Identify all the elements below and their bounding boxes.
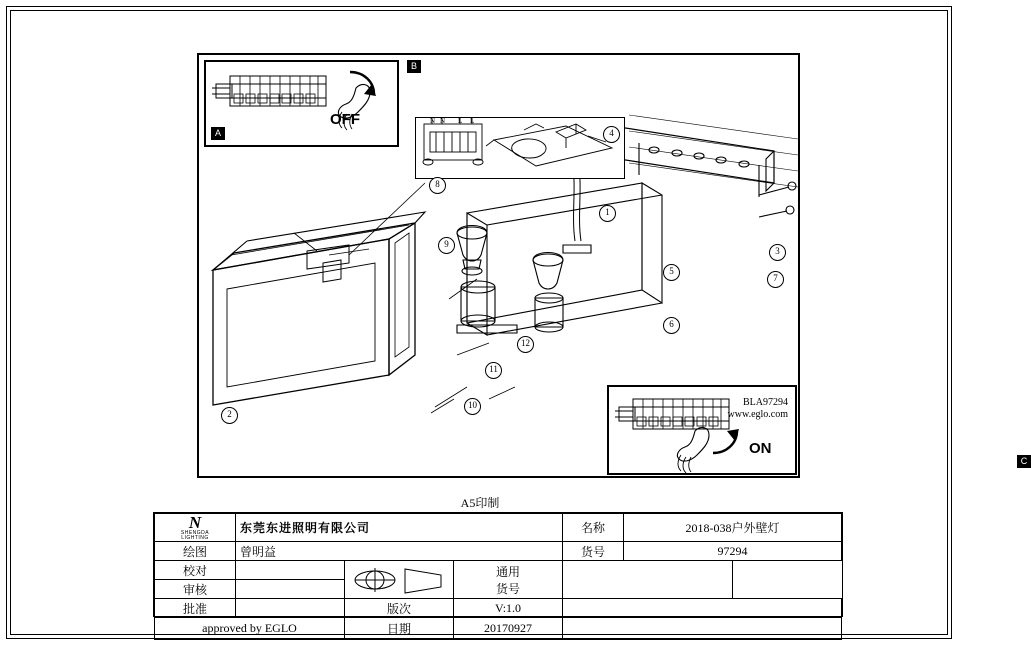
print-note: A5印制 [460, 496, 500, 510]
logo-sub-2: LIGHTING [181, 535, 209, 541]
company-logo [155, 514, 236, 542]
callout-5: 5 [663, 264, 680, 281]
inset-switch-off [204, 60, 399, 147]
illustration-frame [197, 53, 1028, 478]
company-name: 东莞东进照明有限公司 [236, 514, 563, 542]
callout-8: 8 [429, 177, 446, 194]
row-value-check [236, 561, 345, 580]
version-label: 版次 [345, 599, 454, 618]
title-block-spacer [563, 599, 842, 618]
callout-12: 12 [517, 336, 534, 353]
row-label-approve: 批准 [155, 599, 236, 618]
row-value-approve [236, 599, 345, 618]
logo-mark: N [188, 513, 202, 532]
svg-text:N: N [440, 117, 446, 125]
row-label-review: 审核 [155, 580, 236, 599]
inset-on-label: ON [749, 440, 772, 457]
date-value: 20170927 [454, 618, 563, 640]
title-block [153, 512, 843, 636]
logo-sub-1: SHENGDA [180, 530, 210, 536]
brand-code: BLA97294 [743, 397, 788, 408]
generic-code-value [563, 561, 733, 599]
brand-site: www.eglo.com [727, 409, 788, 420]
generic-label [454, 561, 563, 599]
inset-terminal-detail [415, 117, 625, 179]
brand-label [728, 397, 788, 421]
item-code-value: 97294 [624, 542, 842, 561]
callout-2: 2 [221, 407, 238, 424]
callout-10: 10 [464, 398, 481, 415]
projection-symbol [345, 561, 454, 599]
callout-11: 11 [485, 362, 502, 379]
generic-code-label-text: 货号 [495, 581, 520, 596]
date-label: 日期 [345, 618, 454, 640]
terminal-detail-art [416, 118, 622, 176]
callout-7: 7 [767, 271, 784, 288]
callout-3: 3 [769, 244, 786, 261]
inset-tag-b: B [407, 60, 421, 73]
row-label-draw: 绘图 [155, 542, 236, 561]
inset-tag-a: A [211, 127, 225, 140]
row-value-review [236, 580, 345, 599]
first-angle-projection-icon [349, 565, 445, 595]
item-code-label: 货号 [563, 542, 624, 561]
row-value-draw: 曾明益 [236, 542, 563, 561]
callout-1: 1 [599, 205, 616, 222]
version-value: V:1.0 [454, 599, 563, 618]
callout-6: 6 [663, 317, 680, 334]
svg-text:L: L [470, 117, 475, 125]
generic-label-text: 通用 [495, 564, 520, 579]
product-name-value: 2018-038户外壁灯 [624, 514, 842, 542]
callout-9: 9 [438, 237, 455, 254]
svg-text:N: N [430, 117, 436, 125]
inset-off-label: OFF [330, 111, 360, 128]
approved-by-text: approved by EGLO [155, 618, 345, 640]
row-label-check: 校对 [155, 561, 236, 580]
callout-4: 4 [603, 126, 620, 143]
svg-text:L: L [458, 117, 463, 125]
product-name-label: 名称 [563, 514, 624, 542]
inset-tag-c: C [1017, 455, 1031, 468]
title-block-spacer-2 [563, 618, 842, 640]
switch-off-art [206, 62, 397, 145]
